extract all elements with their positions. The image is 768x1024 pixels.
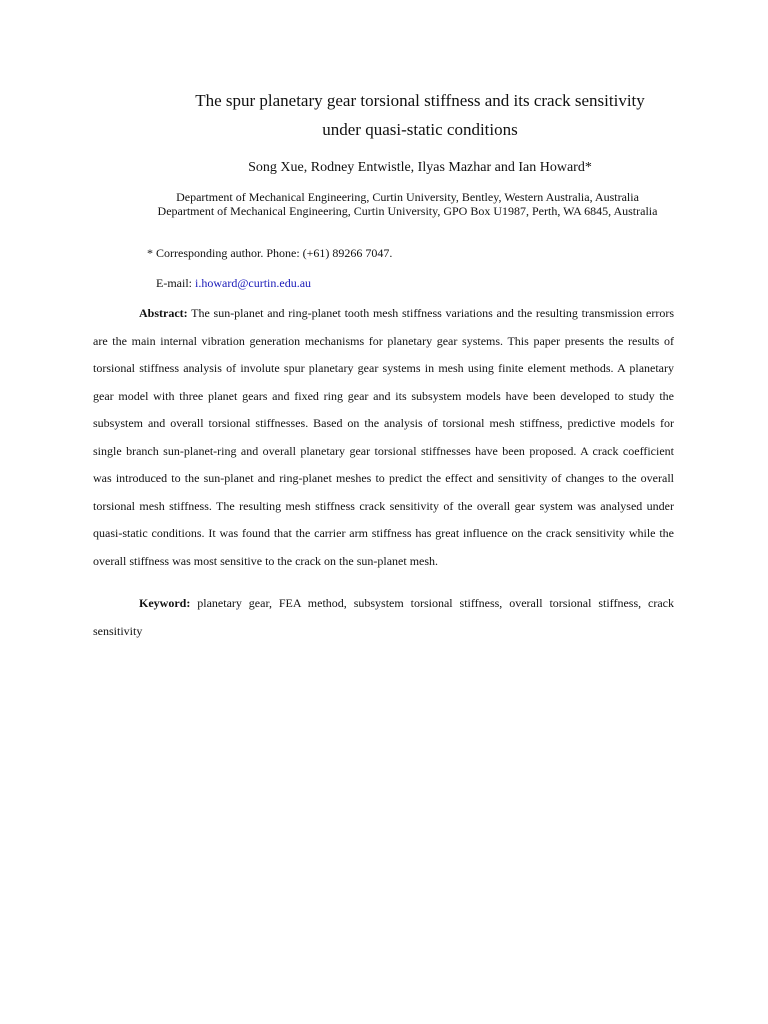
abstract-label: Abstract: bbox=[139, 306, 188, 320]
email-line bbox=[156, 276, 311, 291]
paper-title bbox=[120, 86, 720, 144]
title-line-1: The spur planetary gear torsional stiffness and its crack sensitivity bbox=[195, 91, 645, 110]
keyword-text: planetary gear, FEA method, subsystem torsional stiffness, overall torsional stiffness, crack sensitivity bbox=[93, 596, 675, 638]
email-link[interactable]: i.howard@curtin.edu.au bbox=[195, 276, 312, 290]
keyword-label: Keyword: bbox=[139, 596, 191, 610]
affiliation-1: Department of Mechanical Engineering, Curtin University, Bentley, Western Australia, Australia bbox=[176, 190, 639, 204]
corresponding-author-note: * Corresponding author. Phone: (+61) 89266 7047. bbox=[147, 246, 393, 260]
author-list: Song Xue, Rodney Entwistle, Ilyas Mazhar and Ian Howard* bbox=[248, 160, 592, 175]
abstract-text: The sun-planet and ring-planet tooth mesh stiffness variations and the resulting transmission errors are the main internal vibration generation mechanisms for planetary gear systems. This paper presents the results of torsional stiffness analysis of involute spur planetary gear systems in mesh using finite element methods. A planetary gear model with three planet gears and fixed ring gear and its subsystem models have been developed to study the subsystem and overall torsional stiffnesses. Based on the analysis of torsional mesh stiffness, predictive models for single branch sun-planet-ring and overall planetary gear torsional stiffnesses have been proposed. A crack coefficient was introduced to the sun-planet and ring-planet meshes to predict the effect and sensitivity of changes to the overall torsional mesh stiffness. The resulting mesh stiffness crack sensitivity of the overall gear system was analysed under quasi-static conditions. It was found that the carrier arm stiffness has great influence on the crack sensitivity while the overall stiffness was most sensitive to the crack on the sun-planet mesh. bbox=[93, 306, 674, 568]
email-label: E-mail: bbox=[156, 276, 195, 290]
abstract-paragraph bbox=[93, 300, 674, 575]
affiliation-2: Department of Mechanical Engineering, Curtin University, GPO Box U1987, Perth, WA 6845, Australia bbox=[157, 203, 658, 218]
keyword-paragraph bbox=[93, 589, 674, 645]
title-line-2: under quasi-static conditions bbox=[322, 120, 518, 139]
affiliations bbox=[150, 191, 665, 218]
